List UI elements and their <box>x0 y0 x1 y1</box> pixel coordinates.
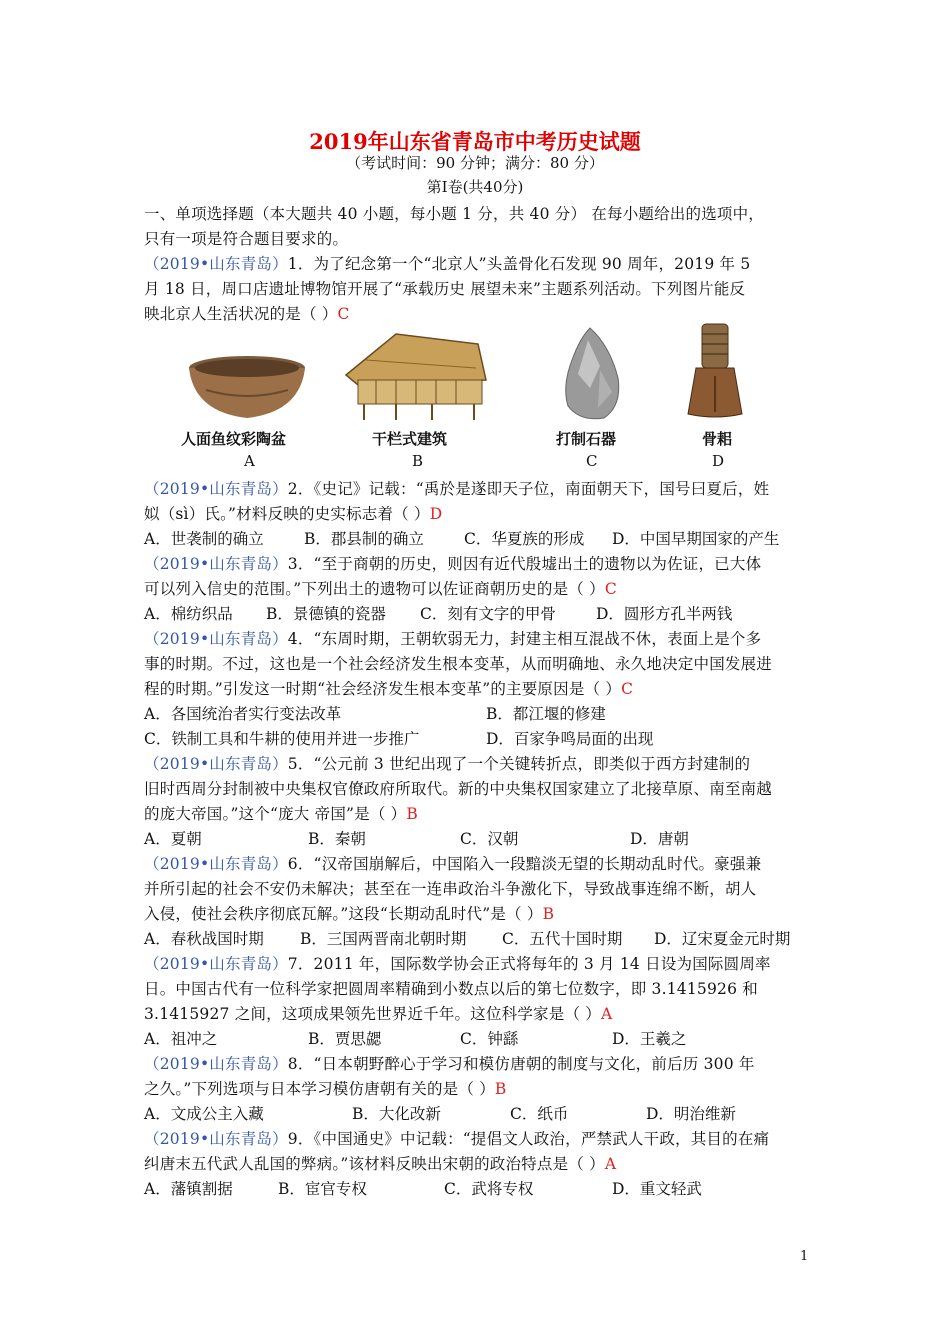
question-3-option-a: A．棉纺织品 <box>144 605 233 623</box>
section-instruction-line2: 只有一项是符合题目要求的。 <box>144 230 349 248</box>
question-1-line2: 月 18 日，周口店遗址博物馆开展了“承载历史 展望未来”主题系列活动。下列图片能反 <box>144 280 746 298</box>
question-3-option-b: B．景德镇的瓷器 <box>266 605 386 623</box>
question-2-option-d: D．中国早期国家的产生 <box>612 530 780 548</box>
answer-mark: C <box>337 305 350 323</box>
question-6-line1: （2019•山东青岛）6．“汉帝国崩解后，中国陷入一段黯淡无望的长期动乱时代。豪强兼 <box>144 855 762 873</box>
question-4-line1: （2019•山东青岛）4．“东周时期，王朝软弱无力，封建主相互混战不休，表面上是个多 <box>144 630 762 648</box>
question-5-option-a: A．夏朝 <box>144 830 202 848</box>
source-tag: （2019•山东青岛） <box>144 755 288 773</box>
question-9-option-d: D．重文轻武 <box>612 1180 702 1198</box>
question-3-option-c: C．刻有文字的甲骨 <box>420 605 556 623</box>
question-6-option-b: B．三国两晋南北朝时期 <box>300 930 467 948</box>
answer-mark: B <box>494 1080 507 1098</box>
question-7-option-a: A．祖冲之 <box>144 1030 218 1048</box>
source-tag: （2019•山东青岛） <box>144 955 288 973</box>
question-9-line1: （2019•山东青岛）9．《中国通史》中记载：“提倡文人政治，严禁武人干政，其目的在痛 <box>144 1130 770 1148</box>
question-6-option-a: A．春秋战国时期 <box>144 930 264 948</box>
answer-mark: B <box>406 805 418 823</box>
question-5-option-b: B．秦朝 <box>308 830 366 848</box>
section-instruction-line1: 一、单项选择题（本大题共 40 小题，每小题 1 分，共 40 分） 在每小题给出的选项中， <box>144 205 764 223</box>
figure-caption-c: 打制石器 <box>556 430 617 448</box>
question-8-option-b: B．大化改新 <box>352 1105 441 1123</box>
answer-mark: A <box>600 1005 613 1023</box>
question-7-option-d: D．王羲之 <box>612 1030 687 1048</box>
question-8-option-c: C．纸币 <box>510 1105 569 1123</box>
question-8-option-a: A．文成公主入藏 <box>144 1105 264 1123</box>
answer-mark: D <box>429 505 443 523</box>
question-6-line2: 并所引起的社会不安仍未解决；甚至在一连串政治斗争激化下，导致战事连绵不断，胡人 <box>144 880 757 898</box>
figure-caption-d: 骨耜 <box>702 430 733 448</box>
question-4-option-a: A．各国统治者实行变法改革 <box>144 705 342 723</box>
question-3-line1: （2019•山东青岛）3．“至于商朝的历史，则因有近代殷墟出土的遗物以为佐证，已大体 <box>144 555 762 573</box>
figure-caption-a: 人面鱼纹彩陶盆 <box>181 430 287 448</box>
question-7-option-b: B．贾思勰 <box>308 1030 382 1048</box>
question-4-option-d: D．百家争鸣局面的出现 <box>486 730 654 748</box>
chipped-stone-tool-image <box>560 326 626 422</box>
page-title: 2019年山东省青岛市中考历史试题 <box>309 129 641 154</box>
source-tag: （2019•山东青岛） <box>144 555 288 573</box>
question-2-option-b: B．郡县制的确立 <box>304 530 424 548</box>
question-3-option-d: D．圆形方孔半两钱 <box>596 605 733 623</box>
answer-mark: B <box>542 905 555 923</box>
bone-spade-image <box>682 322 748 422</box>
question-7-option-c: C．钟繇 <box>460 1030 519 1048</box>
question-4-line3: 程的时期。”引发这一时期“社会经济发生根本变革”的主要原因是（ ）C <box>144 680 634 698</box>
figure-letter-d: D <box>712 452 725 470</box>
question-5-line2: 旧时西周分封制被中央集权官僚政府所取代。新的中央集权国家建立了北接草原、南至南越 <box>144 780 773 798</box>
figure-letter-c: C <box>586 452 598 470</box>
question-7-line1: （2019•山东青岛）7．2011 年，国际数学协会正式将每年的 3 月 14 日设为国际圆周率 <box>144 955 771 973</box>
exam-info: （考试时间：90 分钟；满分：80 分） <box>346 154 604 172</box>
question-9-option-a: A．藩镇割据 <box>144 1180 233 1198</box>
question-2-line2: 姒（sì）氏。”材料反映的史实标志着（ ）D <box>144 505 443 523</box>
source-tag: （2019•山东青岛） <box>144 480 288 498</box>
painted-pottery-bowl-image <box>186 350 308 422</box>
question-5-option-c: C．汉朝 <box>460 830 519 848</box>
question-4-option-b: B．都江堰的修建 <box>486 705 606 723</box>
question-4-option-c: C．铁制工具和牛耕的使用并进一步推广 <box>144 730 420 748</box>
answer-mark: A <box>604 1155 617 1173</box>
figure-caption-b: 干栏式建筑 <box>372 430 448 448</box>
question-3-line2: 可以列入信史的范围。”下列出土的遗物可以佐证商朝历史的是（ ）C <box>144 580 617 598</box>
question-8-line1: （2019•山东青岛）8．“日本朝野醉心于学习和模仿唐朝的制度与文化，前后历 300 年 <box>144 1055 755 1073</box>
question-7-line3: 3.1415927 之间，这项成果领先世界近千年。这位科学家是（ ）A <box>144 1005 613 1023</box>
question-9-option-c: C．武将专权 <box>444 1180 534 1198</box>
question-5-line1: （2019•山东青岛）5．“公元前 3 世纪出现了一个关键转折点，即类似于西方封建制的 <box>144 755 751 773</box>
question-8-option-d: D．明治维新 <box>646 1105 736 1123</box>
question-1-line3: 映北京人生活状况的是（ ）C <box>144 305 350 323</box>
question-6-line3: 入侵，使社会秩序彻底瓦解。”这段“长期动乱时代”是（ ）B <box>144 905 555 923</box>
source-tag: （2019•山东青岛） <box>144 255 288 273</box>
stilt-house-image <box>336 330 488 422</box>
question-4-line2: 事的时期。不过，这也是一个社会经济发生根本变革，从而明确地、永久地决定中国发展进 <box>144 655 773 673</box>
volume-heading: 第Ⅰ卷(共40分) <box>426 178 524 196</box>
answer-mark: C <box>621 680 634 698</box>
question-5-line3: 的庞大帝国。”这个“庞大 帝国”是（ ）B <box>144 805 418 823</box>
source-tag: （2019•山东青岛） <box>144 1055 288 1073</box>
answer-mark: C <box>604 580 617 598</box>
question-2-option-c: C．华夏族的形成 <box>464 530 585 548</box>
source-tag: （2019•山东青岛） <box>144 855 288 873</box>
question-1-line1: （2019•山东青岛）1．为了纪念第一个“北京人”头盖骨化石发现 90 周年，2019 年 5 <box>144 255 751 273</box>
source-tag: （2019•山东青岛） <box>144 1130 288 1148</box>
page-number: 1 <box>800 1249 809 1264</box>
question-5-option-d: D．唐朝 <box>630 830 689 848</box>
question-8-line2: 之久。”下列选项与日本学习模仿唐朝有关的是（ ）B <box>144 1080 507 1098</box>
source-tag: （2019•山东青岛） <box>144 630 288 648</box>
question-7-line2: 日。中国古代有一位科学家把圆周率精确到小数点以后的第七位数字，即 3.1415926 和 <box>144 980 758 998</box>
question-9-line2: 纠唐末五代武人乱国的弊病。”该材料反映出宋朝的政治特点是（ ）A <box>144 1155 617 1173</box>
question-6-option-d: D．辽宋夏金元时期 <box>654 930 791 948</box>
question-9-option-b: B．宦官专权 <box>278 1180 367 1198</box>
figure-letter-b: B <box>412 452 424 470</box>
question-2-option-a: A．世袭制的确立 <box>144 530 264 548</box>
figure-letter-a: A <box>244 452 255 470</box>
question-2-line1: （2019•山东青岛）2．《史记》记载：“禹於是遂即天子位，南面朝天下，国号曰夏后，姓 <box>144 480 770 498</box>
question-6-option-c: C．五代十国时期 <box>502 930 623 948</box>
